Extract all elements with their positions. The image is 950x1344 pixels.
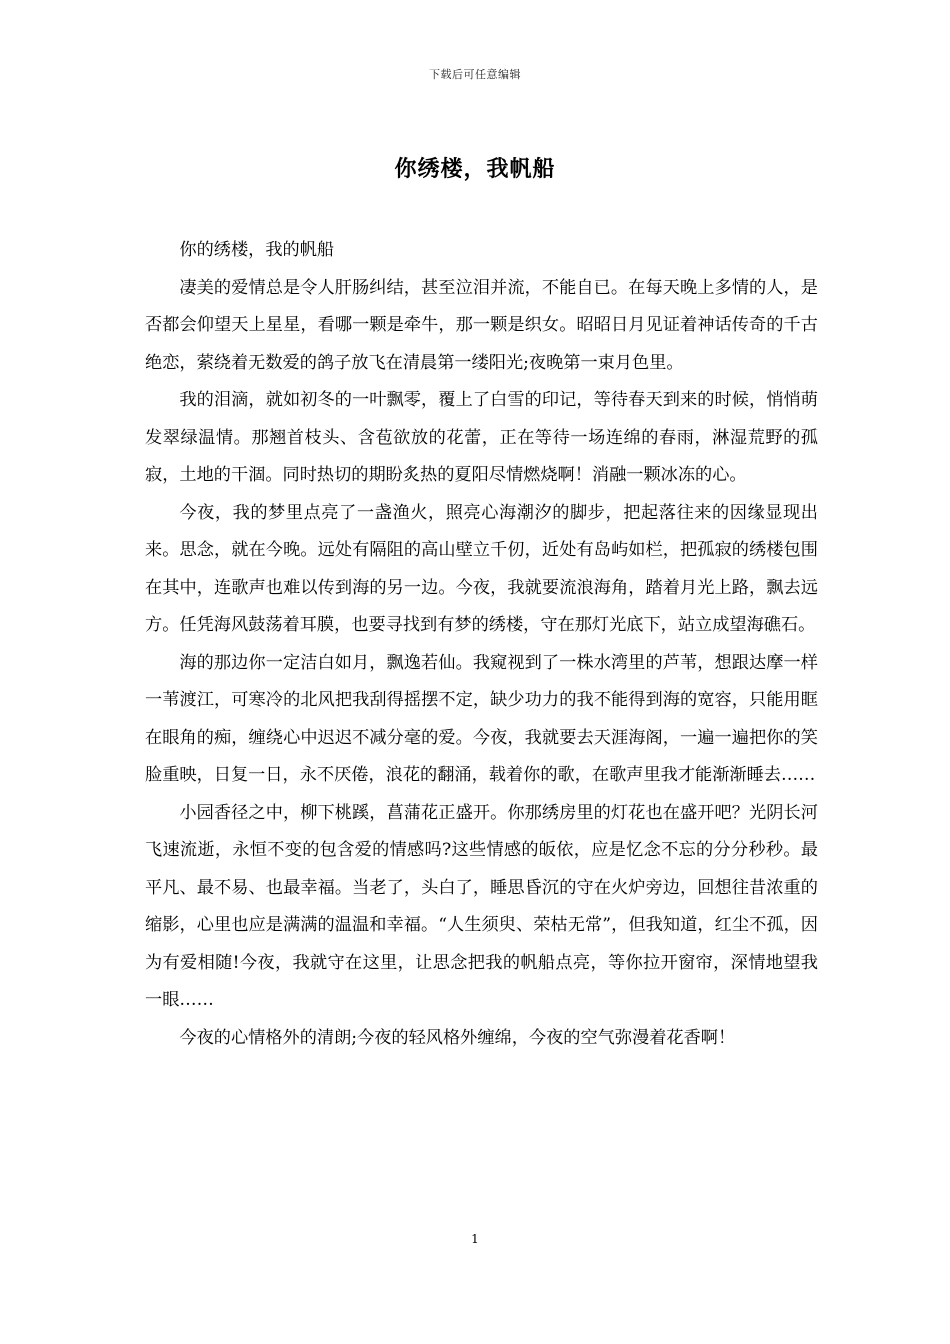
paragraph: 小园香径之中，柳下桃蹊，菖蒲花正盛开。你那绣房里的灯花也在盛开吧？光阴长河飞速流逝，永恒不变的包含爱的情感吗?这些情感的皈依，应是忆念不忘的分分秒秒。最平凡、最不易、也最幸福。当老了，头白了，睡思昏沉的守在火炉旁边，回想往昔浓重的缩影，心里也应是满满的温温和幸福。“人生须臾、荣枯无常”，但我知道，红尘不孤，因为有爱相随!今夜，我就守在这里，让思念把我的帆船点亮，等你拉开窗帘，深情地望我一眼…… <box>145 802 818 1010</box>
page-title: 你绣楼，我帆船 <box>394 156 556 182</box>
body-text <box>145 232 818 1057</box>
paragraph: 海的那边你一定洁白如月，飘逸若仙。我窥视到了一株水湾里的芦苇，想跟达摩一样一苇渡江，可寒冷的北风把我刮得摇摆不定，缺少功力的我不能得到海的宽容，只能用眶在眼角的痴，缠绕心中迟迟不减分毫的爱。今夜，我就要去天涯海阁，一遍一遍把你的笑脸重映，日复一日，永不厌倦，浪花的翻涌，载着你的歌，在歌声里我才能渐渐睡去…… <box>145 652 818 785</box>
paragraph: 我的泪滴，就如初冬的一叶飘零，覆上了白雪的印记，等待春天到来的时候，悄悄萌发翠绿温情。那翘首枝头、含苞欲放的花蕾，正在等待一场连绵的春雨，淋湿荒野的孤寂，土地的干涸。同时热切的期盼炙热的夏阳尽情燃烧啊！消融一颗冰冻的心。 <box>145 390 818 485</box>
paragraph: 今夜的心情格外的清朗;今夜的轻风格外缠绵，今夜的空气弥漫着花香啊！ <box>179 1027 736 1048</box>
paragraph: 今夜，我的梦里点亮了一盏渔火，照亮心海潮汐的脚步，把起落往来的因缘显现出来。思念，就在今晚。远处有隔阻的高山壁立千仞，近处有岛屿如栏，把孤寂的绣楼包围在其中，连歌声也难以传到海的另一边。今夜，我就要流浪海角，踏着月光上路，飘去远方。任凭海风鼓荡着耳膜，也要寻找到有梦的绣楼，守在那灯光底下，站立成望海礁石。 <box>145 502 818 635</box>
paragraph: 你的绣楼，我的帆船 <box>179 240 335 260</box>
header-note: 下载后可任意编辑 <box>429 68 521 81</box>
paragraph: 凄美的爱情总是令人肝肠纠结，甚至泣泪并流，不能自已。在每天晚上多情的人，是否都会仰望天上星星，看哪一颗是牵牛，那一颗是织女。昭昭日月见证着神话传奇的千古绝恋，萦绕着无数爱的鸽子放飞在清晨第一缕阳光;夜晚第一束月色里。 <box>145 277 818 373</box>
page-number: 1 <box>471 1232 479 1246</box>
